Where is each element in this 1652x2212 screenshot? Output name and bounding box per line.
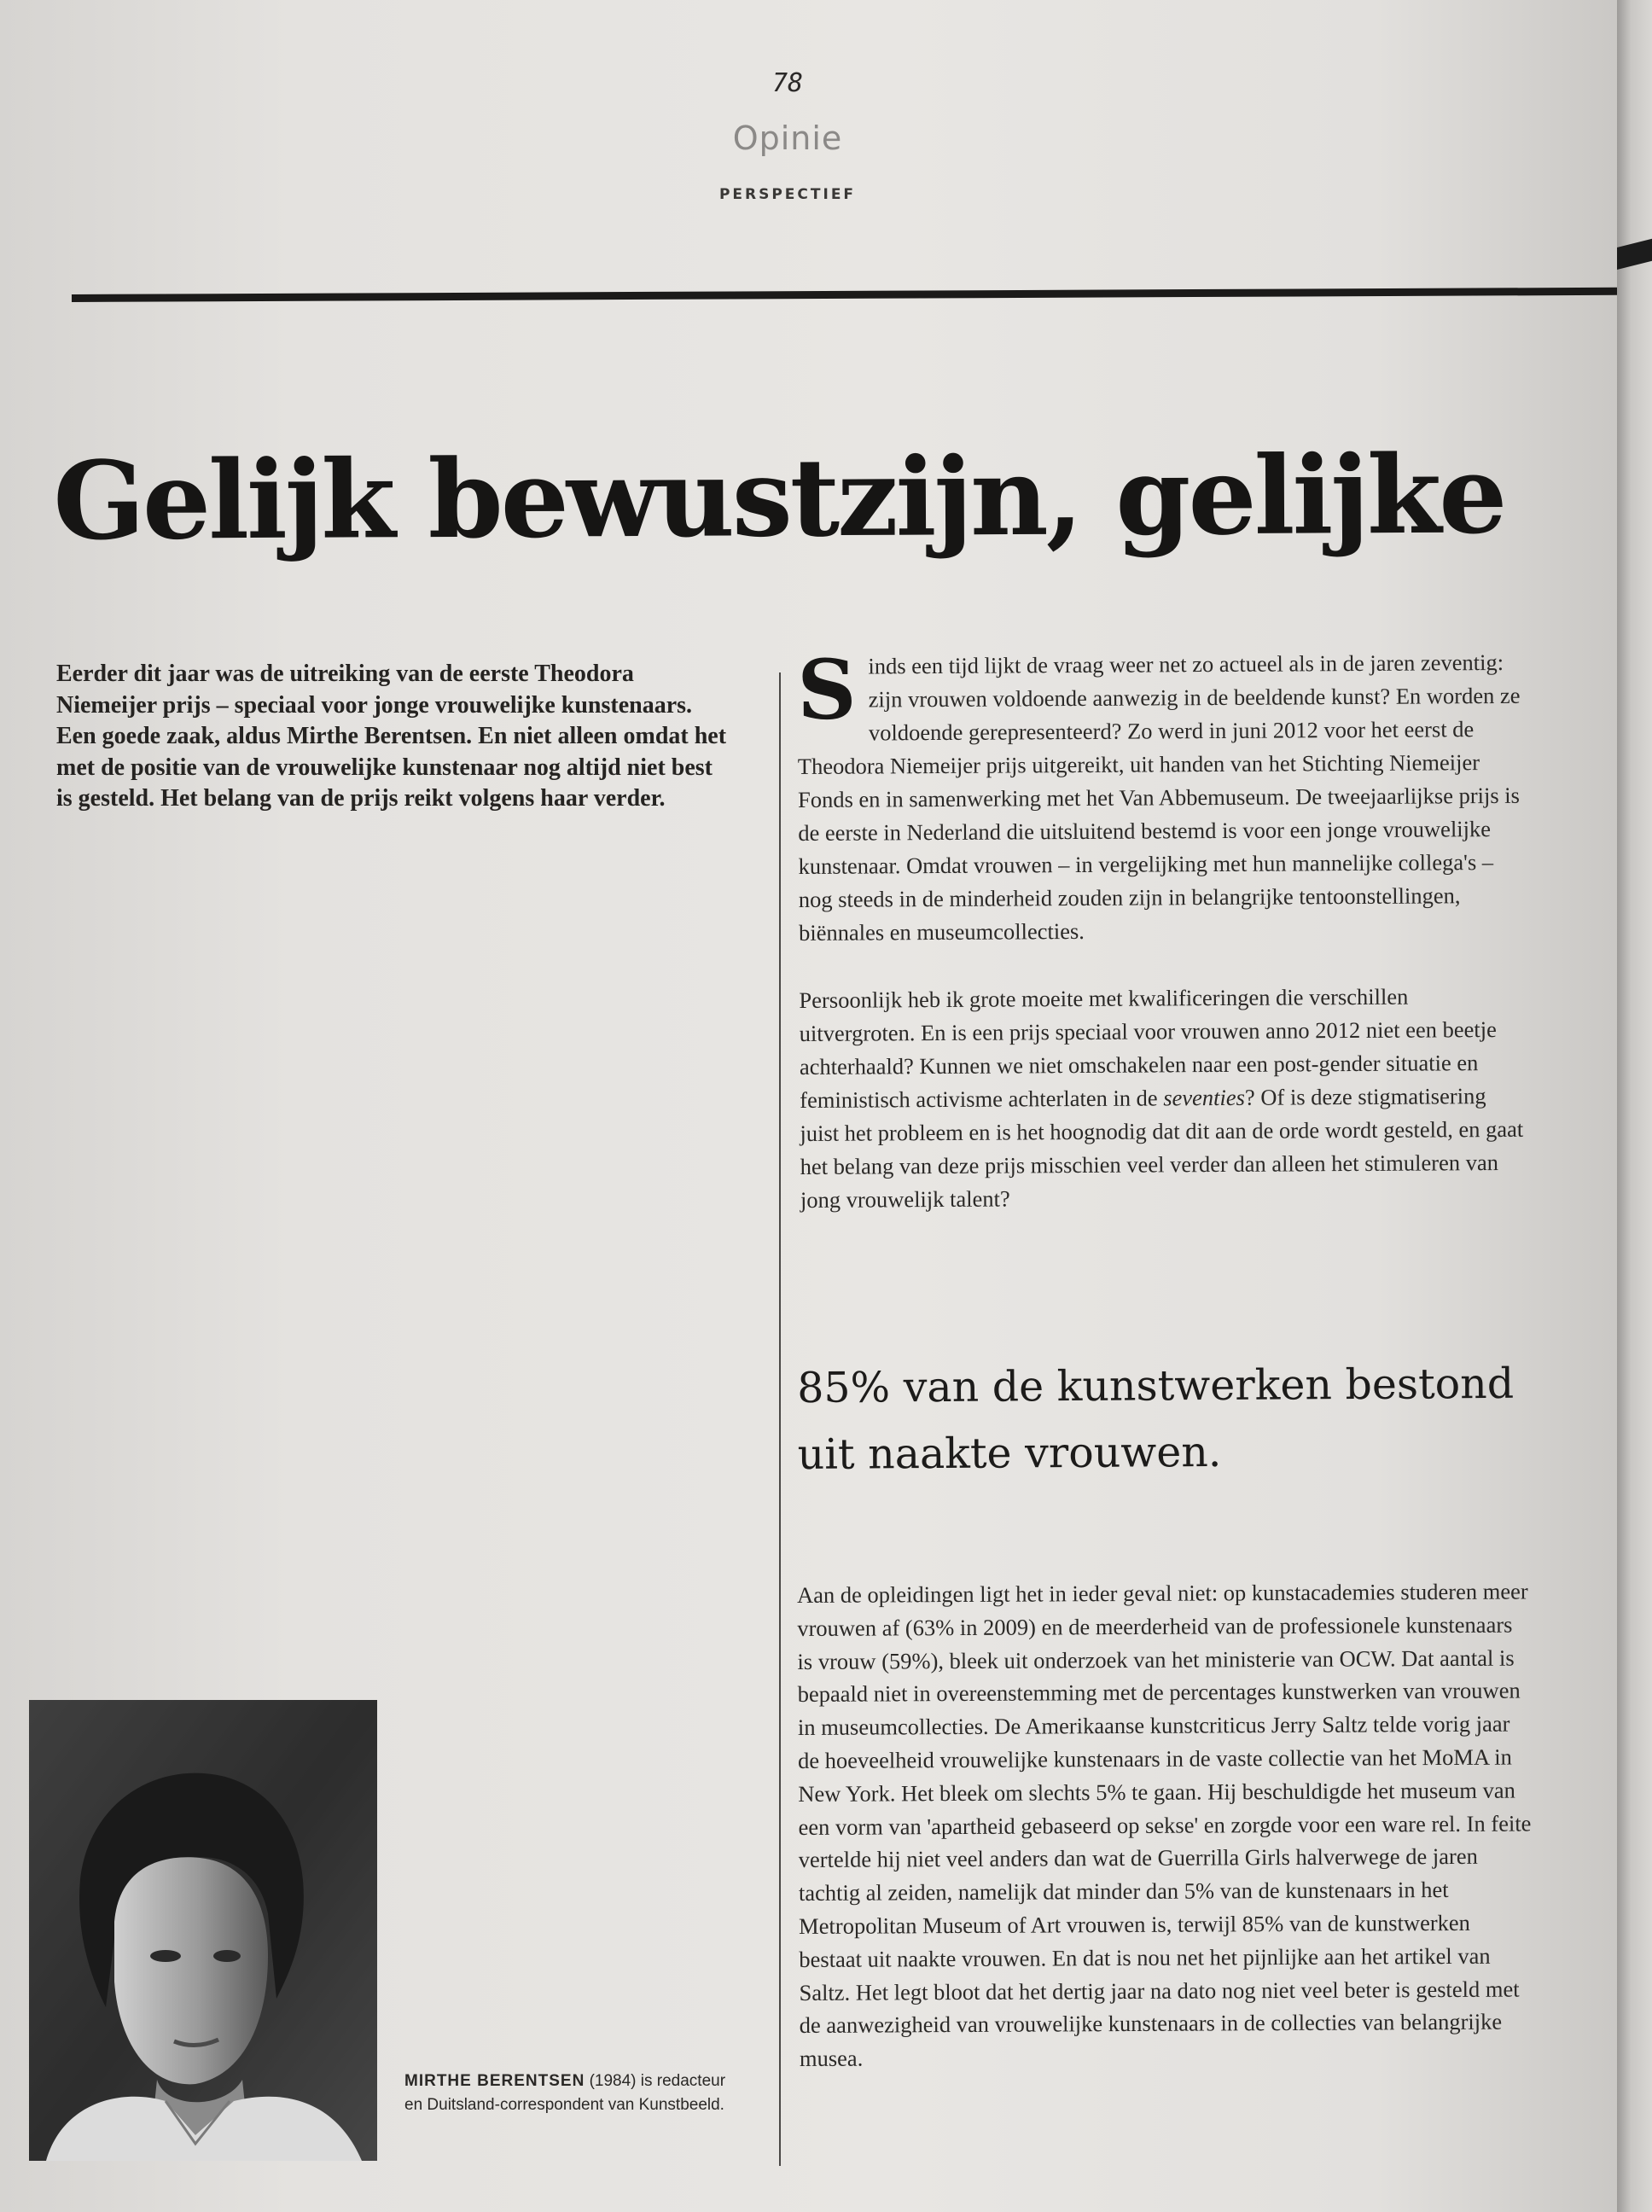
article-headline: Gelijk bewustzijn, gelijke bbox=[52, 431, 1505, 565]
paragraph-3: Aan de opleidingen ligt het in ieder geval niet: op kunstacademies studeren meer vrouwen af (63% in 2009) en de meerderheid van de professionele kunstenaars is vrouw (59%), bleek uit onderzoek van het ministerie van OCW. Dat aantal is bepaald niet in overeenstemming met de percentages kunstwerken van vrouwen in museumcollecties. De Amerikaanse kunstcriticus Jerry Saltz telde vorig jaar de hoeveelheid vrouwelijke kunstenaars in de vaste collectie van het MoMA in New York. Het bleek om slechts 5% te gaan. Hij beschuldigde het museum van een vorm van 'apartheid gebaseerd op sekse' en zorgde voor een ware rel. In feite vertelde hij niet veel anders dan wat de Guerrilla Girls halverwege de jaren tachtig al zeiden, namelijk dat minder dan 5% van de kunstenaars in het Metropolitan Museum of Art vrouwen is, terwijl 85% van de kunstwerken bestaat uit naakte vrouwen. En dat is nou net het pijnlijke aan het artikel van Saltz. Het legt bloot dat het dertig jaar na dato nog niet veel beter is gesteld met de aanwezigheid van vrouwelijke kunstenaars in de collecties van belangrijke musea. bbox=[797, 1578, 1532, 2072]
page-edge bbox=[1617, 0, 1652, 2212]
author-photo bbox=[29, 1700, 377, 2161]
pull-quote: 85% van de kunstwerken bestond uit naakte vrouwen. bbox=[797, 1359, 1515, 1479]
paragraph-1 bbox=[796, 641, 1524, 950]
author-portrait-image bbox=[29, 1700, 377, 2161]
intro-author: Mirthe Berentsen bbox=[286, 723, 467, 749]
dropcap: S bbox=[796, 641, 857, 738]
paragraph-2-italic: seventies bbox=[1163, 1084, 1246, 1111]
column-divider bbox=[779, 672, 781, 2166]
paragraph-2 bbox=[799, 980, 1526, 1217]
caption-text: (1984) is redacteur en Duitsland-correspondent van Kunstbeeld. bbox=[404, 2072, 726, 2114]
author-caption bbox=[404, 2069, 729, 2117]
subsection-title: PERSPECTIEF bbox=[718, 186, 857, 203]
intro-text-start: Eerder dit jaar was de uitreiking van de eerste Theodora Niemeijer prijs – speciaal voor jonge vrouwelijke kunstenaars. Een goede zaak, aldus bbox=[56, 661, 693, 749]
header-rule bbox=[72, 288, 1618, 302]
caption-name: MIRTHE BERENTSEN bbox=[404, 2072, 585, 2090]
paragraph-1-text: inds een tijd lijkt de vraag weer net zo actueel als in de jaren zeventig: zijn vrouwen voldoende aanwezig in de beeldende kunst? En worden ze voldoende gerepresenteerd? Zo werd in juni 2012 voor het eerst de Theodora Niemeijer prijs uitgereikt, uit handen van het Stichting Niemeijer Fonds en in samenwerking met het Van Abbemuseum. De tweejaarlijkse prijs is de eerste in Nederland die uitsluitend bestemd is voor een jonge vrouwelijke kunstenaar. Omdat vrouwen – in vergelijking met hun mannelijke collega's – nog steeds in de minderheid zouden zijn in belangrijke tentoonstellingen, biënnales en museumcollecties. bbox=[797, 649, 1521, 946]
page-number: 78 bbox=[772, 68, 804, 98]
article-body-top bbox=[796, 641, 1526, 1251]
article-body-bottom bbox=[797, 1575, 1533, 2075]
article-intro bbox=[56, 659, 730, 815]
paragraph-2-text-start: Persoonlijk heb ik grote moeite met kwalificeringen die verschillen uitvergroten. En is een prijs speciaal voor vrouwen anno 2012 niet een beetje achterhaald? Kunnen we niet omschakelen naar een post-gender situatie en feministisch activisme achterlaten in de bbox=[799, 983, 1497, 1113]
intro-text-end: . En niet alleen omdat het met de positie van de vrouwelijke kunstenaar nog altijd niet best is gesteld. Het belang van de prijs reikt volgens haar verder. bbox=[56, 723, 727, 812]
paragraph-2-text-end: ? Of is deze stigmatisering juist het probleem en is het hoognodig dat dit aan de orde wordt gesteld, en gaat het belang van deze prijs misschien veel verder dan alleen het stimuleren van jong vrouwelijk talent? bbox=[800, 1083, 1524, 1213]
section-title: Opinie bbox=[732, 119, 843, 157]
